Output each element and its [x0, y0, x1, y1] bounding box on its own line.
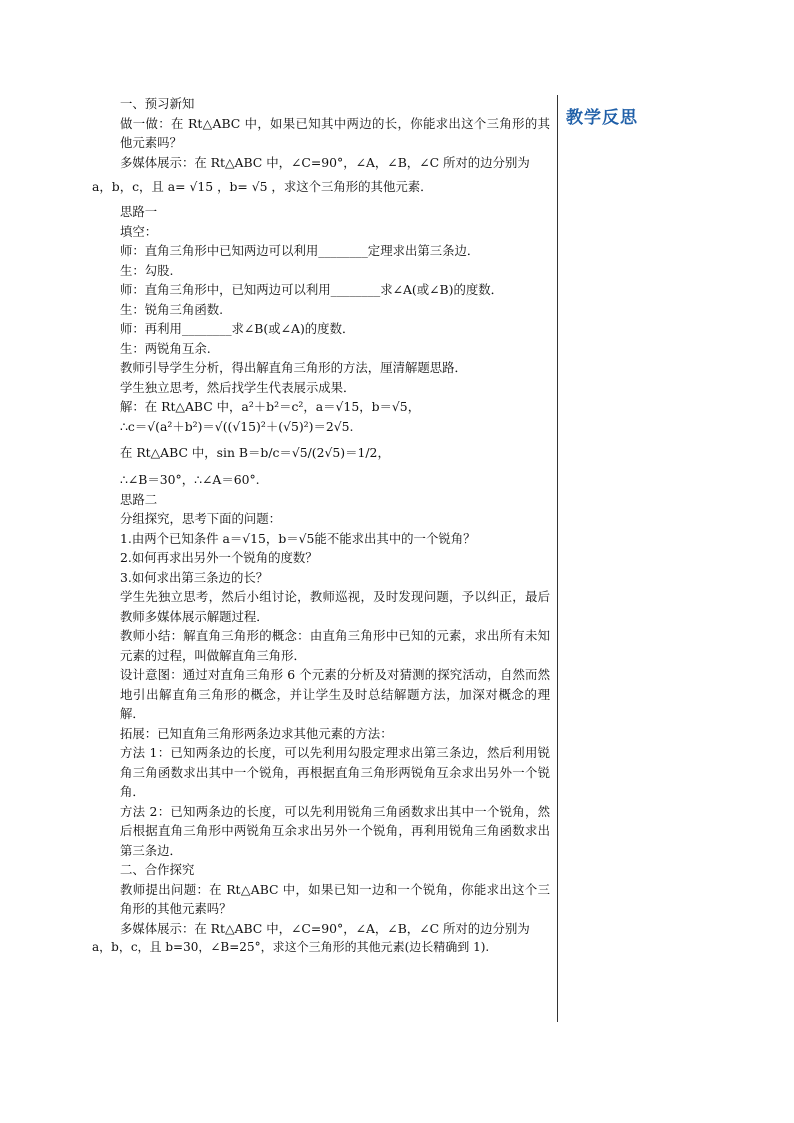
text-line: 生：两锐角互余. — [120, 340, 211, 356]
text-line: 思路二 — [120, 491, 158, 507]
text-line: 生：锐角三角函数. — [120, 301, 224, 317]
text-line: 一、预习新知 — [120, 96, 195, 111]
text-line: 多媒体展示：在 Rt△ABC 中，∠C=90°，∠A，∠B，∠C 所对的边分别为 — [120, 920, 530, 936]
text-line: 1.由两个已知条件 a＝√15，b＝√5能不能求出其中的一个锐角？ — [120, 530, 476, 546]
text-line: 师：直角三角形中，已知两边可以利用________求∠A(或∠B)的度数． — [120, 282, 504, 297]
text-line: 教师提出问题：在 Rt△ABC 中，如果已知一边和一个锐角，你能求出这个三角形的其他元素吗？ — [120, 881, 550, 916]
reflection-column-title: 教学反思 — [566, 108, 638, 128]
text-line: 方法 1：已知两条边的长度，可以先利用勾股定理求出第三条边，然后利用锐角三角函数求出其中一个锐角，再根据直角三角形两锐角互余求出另外一个锐角． — [120, 745, 550, 799]
text-line: 师：再利用________求∠B(或∠A)的度数． — [120, 321, 355, 336]
text-line: 二、合作探究 — [120, 862, 195, 877]
column-divider — [557, 95, 558, 1022]
text-line: 方法 2：已知两条边的长度，可以先利用锐角三角函数求出其中一个锐角，然后根据直角三角形中两锐角互余求出另外一个锐角，再利用锐角三角函数求出第三条边． — [120, 803, 550, 858]
text-line: 教师引导学生分析，得出解直角三角形的方法，厘清解题思路． — [120, 360, 467, 375]
text-line: 在 Rt△ABC 中，sin B＝b/c＝√5/(2√5)＝1/2， — [120, 445, 390, 460]
text-line: a，b，c，且 a= √15 ，b= √5 ，求这个三角形的其他元素． — [92, 179, 433, 194]
text-line: 做一做：在 Rt△ABC 中，如果已知其中两边的长，你能求出这个三角形的其他元素吗？ — [120, 115, 550, 150]
text-line: a，b，c，且 b=30，∠B=25°，求这个三角形的其他元素(边长精确到 1). — [92, 940, 490, 954]
text-line: 拓展：已知直角三角形两条边求其他元素的方法： — [120, 725, 393, 741]
text-line: 思路一 — [120, 204, 158, 219]
text-line: ∴∠B＝30°，∴∠A＝60°. — [120, 472, 260, 487]
text-line: 分组探究，思考下面的问题： — [120, 511, 282, 526]
text-line: 2.如何再求出另外一个锐角的度数？ — [120, 550, 318, 565]
text-line: 设计意图：通过对直角三角形 6 个元素的分析及对猜测的探究活动，自然而然地引出解直角三角形的概念，并让学生及时总结解题方法，加深对概念的理解． — [120, 667, 550, 721]
text-line: 3.如何求出第三条边的长？ — [120, 569, 269, 585]
text-line: 多媒体展示：在 Rt△ABC 中，∠C=90°，∠A，∠B，∠C 所对的边分别为 — [120, 154, 530, 170]
text-line: 解：在 Rt△ABC 中，a²＋b²＝c²，a＝√15，b＝√5， — [120, 399, 421, 414]
text-line: 教师小结：解直角三角形的概念：由直角三角形中已知的元素，求出所有未知元素的过程，叫做解直角三角形． — [120, 628, 550, 663]
text-line: ∴c＝√(a²＋b²)＝√((√15)²＋(√5)²)＝2√5. — [120, 418, 354, 434]
text-line: 填空： — [120, 223, 158, 239]
lesson-content — [92, 94, 550, 958]
text-line: 学生先独立思考，然后小组讨论，教师巡视，及时发现问题，予以纠正，最后教师多媒体展示解题过程． — [120, 589, 550, 624]
text-line: 生：勾股. — [120, 262, 174, 278]
text-line: 师：直角三角形中已知两边可以利用________定理求出第三条边． — [120, 243, 480, 258]
text-line: 学生独立思考，然后找学生代表展示成果． — [120, 379, 356, 395]
